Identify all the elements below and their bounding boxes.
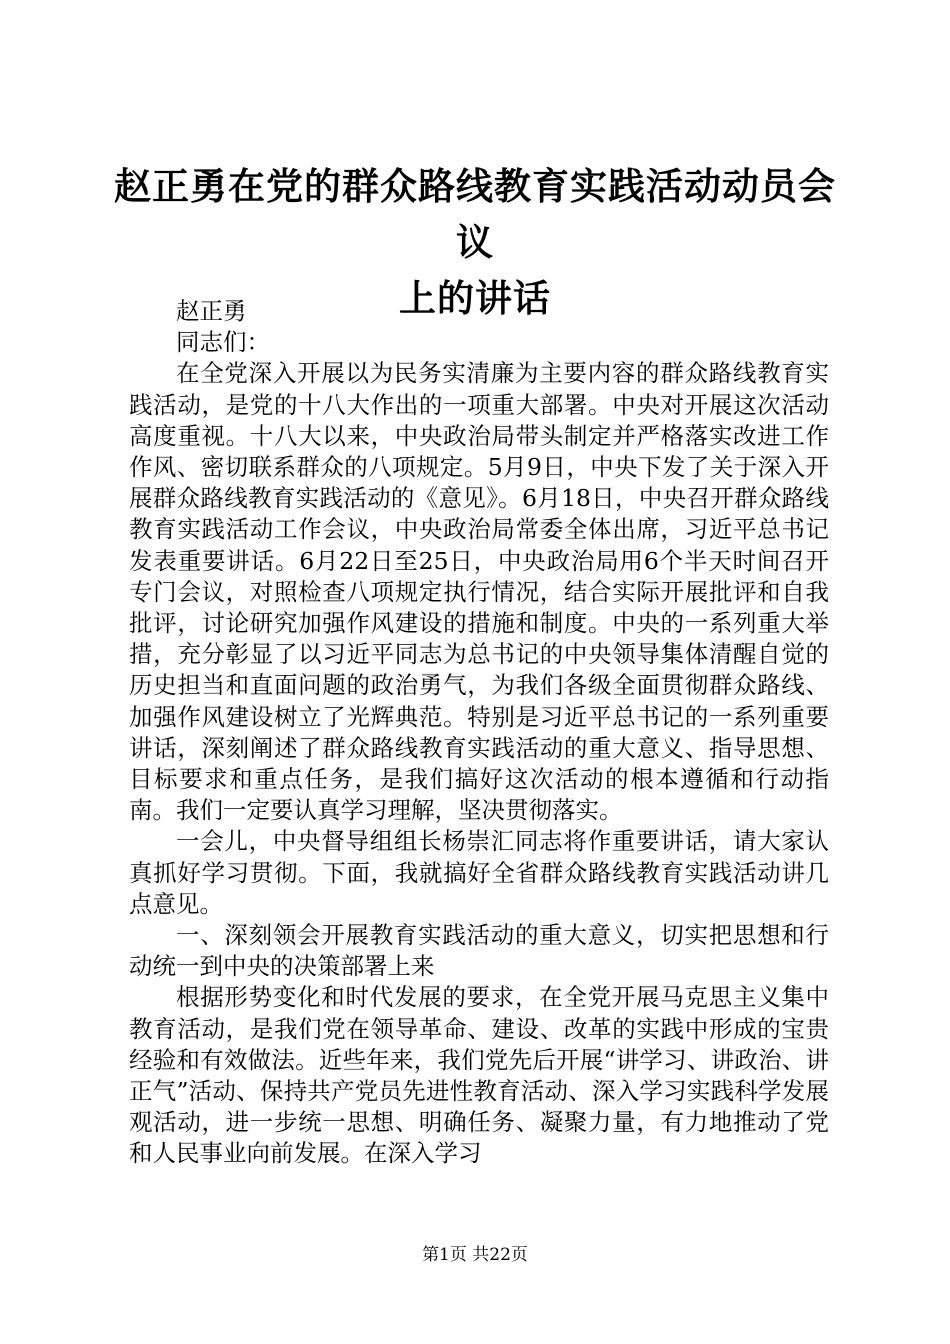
page-footer: 第1页 共22页 xyxy=(422,1245,528,1265)
paragraph-2: 一会儿，中央督导组组长杨崇汇同志将作重要讲话，请大家认真抓好学习贯彻。下面，我就搞好全省群众路线教育实践活动讲几点意见。 xyxy=(129,827,829,918)
title-line-2: 上的讲话 xyxy=(399,276,551,320)
author-line: 赵正勇 xyxy=(176,297,247,325)
paragraph-1: 在全党深入开展以为民务实清廉为主要内容的群众路线教育实践活动，是党的十八大作出的一项重大部署。中央对开展这次活动高度重视。十八大以来，中央政治局带头制定并严格落实改进工作作风、密切联系群众的八项规定。5月9日，中央下发了关于深入开展群众路线教育实践活动的《意见》。6月18日，中央召开群众路线教育实践活动工作会议，中央政治局常委全体出席，习近平总书记发表重要讲话。6月22日至25日，中央政治局用6个半天时间召开专门会议，对照检查八项规定执行情况，结合实际开展批评和自我批评，讨论研究加强作风建设的措施和制度。中央的一系列重大举措，充分彰显了以习近平同志为总书记的中央领导集体清醒自觉的历史担当和直面问题的政治勇气，为我们各级全面贯彻群众路线、加强作风建设树立了光辉典范。特别是习近平总书记的一系列重要讲话，深刻阐述了群众路线教育实践活动的重大意义、指导思想、目标要求和重点任务，是我们搞好这次活动的根本遵循和行动指南。我们一定要认真学习理解，坚决贯彻落实。 xyxy=(129,359,829,825)
title-line-1: 赵正勇在党的群众路线教育实践活动动员会议 xyxy=(114,164,836,264)
paragraph-3: 根据形势变化和时代发展的要求，在全党开展马克思主义集中教育活动，是我们党在领导革命、建设、改革的实践中形成的宝贵经验和有效做法。近些年来，我们党先后开展“讲学习、讲政治、讲正气”活动、保持共产党员先进性教育活动、深入学习实践科学发展观活动，进一步统一思想、明确任务、凝聚力量，有力地推动了党和人民事业向前发展。在深入学习 xyxy=(129,983,829,1168)
salutation-line: 同志们： xyxy=(176,328,270,357)
document-body xyxy=(129,296,829,1170)
section-heading-1: 一、深刻领会开展教育实践活动的重大意义，切实把思想和行动统一到中央的决策部署上来 xyxy=(129,921,829,981)
